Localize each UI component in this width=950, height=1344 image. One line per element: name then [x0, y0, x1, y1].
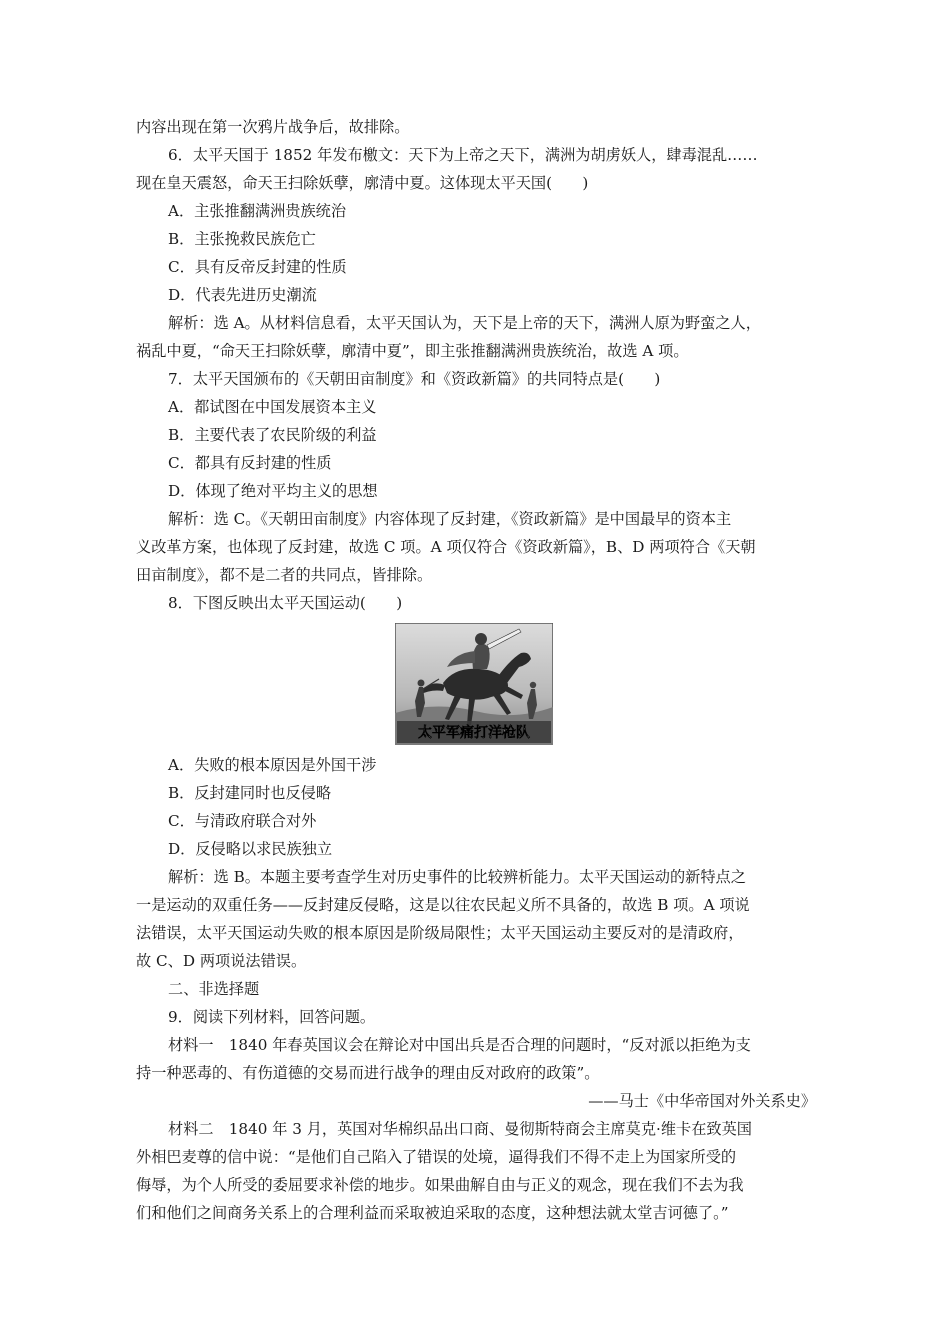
material-2-cont: 侮辱，为个人所受的委屈要求补偿的地步。如果曲解自由与正义的观念，现在我们不去为我	[136, 1176, 744, 1194]
illustration-svg	[395, 623, 553, 745]
question-6-option-c: C．具有反帝反封建的性质	[168, 258, 347, 276]
section-heading: 二、非选择题	[168, 980, 260, 998]
answer-7: 解析：选 C。《天朝田亩制度》内容体现了反封建，《资政新篇》是中国最早的资本主	[168, 510, 732, 528]
answer-8: 解析：选 B。本题主要考查学生对历史事件的比较辨析能力。太平天国运动的新特点之	[168, 868, 746, 886]
question-7-option-b: B．主要代表了农民阶级的利益	[168, 426, 377, 444]
answer-8-cont: 一是运动的双重任务——反封建反侵略，这是以往农民起义所不具备的，故选 B 项。A 项说	[136, 896, 750, 914]
answer-7-cont: 田亩制度》，都不是二者的共同点，皆排除。	[136, 566, 433, 584]
question-6-option-a: A．主张推翻满洲贵族统治	[168, 202, 347, 220]
question-9-stem: 9．阅读下列材料，回答问题。	[168, 1008, 376, 1026]
illustration-caption: 太平军痛打洋枪队	[418, 725, 530, 741]
answer-8-cont: 故 C、D 两项说法错误。	[136, 952, 307, 970]
material-1-source: ——马士《中华帝国对外关系史》	[588, 1092, 816, 1110]
answer-6-cont: 祸乱中夏，“命天王扫除妖孽，廓清中夏”，即主张推翻满洲贵族统治，故选 A 项。	[136, 342, 689, 360]
question-6-stem-cont: 现在皇天震怒，命天王扫除妖孽，廓清中夏。这体现太平天国( )	[136, 174, 589, 192]
answer-8-cont: 法错误，太平天国运动失败的根本原因是阶级局限性；太平天国运动主要反对的是清政府，	[136, 924, 744, 942]
material-2-cont: 们和他们之间商务关系上的合理利益而采取被迫采取的态度，这种想法就太堂吉诃德了。”	[136, 1204, 729, 1222]
question-6-option-d: D．代表先进历史潮流	[168, 286, 317, 304]
answer-7-cont: 义改革方案，也体现了反封建，故选 C 项。A 项仅符合《资政新篇》，B、D 两项符合《天朝	[136, 538, 756, 556]
text-line: 内容出现在第一次鸦片战争后，故排除。	[136, 118, 410, 136]
material-1-cont: 持一种恶毒的、有伤道德的交易而进行战争的理由反对政府的政策”。	[136, 1064, 600, 1082]
question-8-option-a: A．失败的根本原因是外国干涉	[168, 756, 377, 774]
material-2: 材料二 1840 年 3 月，英国对华棉织品出口商、曼彻斯特商会主席莫克·维卡在致英国	[168, 1120, 752, 1138]
question-6-stem: 6．太平天国于 1852 年发布檄文：天下为上帝之天下，满洲为胡虏妖人，肆毒混乱……	[168, 146, 758, 164]
question-8-stem: 8．下图反映出太平天国运动( )	[168, 594, 403, 612]
question-7-stem: 7．太平天国颁布的《天朝田亩制度》和《资政新篇》的共同特点是( )	[168, 370, 661, 388]
answer-6: 解析：选 A。从材料信息看，太平天国认为，天下是上帝的天下，满洲人原为野蛮之人，	[168, 314, 761, 332]
question-8-option-b: B．反封建同时也反侵略	[168, 784, 332, 802]
question-7-option-c: C．都具有反封建的性质	[168, 454, 332, 472]
question-6-option-b: B．主张挽救民族危亡	[168, 230, 316, 248]
question-8-option-c: C．与清政府联合对外	[168, 812, 317, 830]
taiping-battle-illustration	[395, 623, 553, 745]
document-page	[136, 113, 816, 1227]
question-8-option-d: D．反侵略以求民族独立	[168, 840, 333, 858]
question-7-option-d: D．体现了绝对平均主义的思想	[168, 482, 378, 500]
material-2-cont: 外相巴麦尊的信中说：“是他们自己陷入了错误的处境，逼得我们不得不走上为国家所受的	[136, 1148, 737, 1166]
question-7-option-a: A．都试图在中国发展资本主义	[168, 398, 377, 416]
material-1: 材料一 1840 年春英国议会在辩论对中国出兵是否合理的问题时，“反对派以拒绝为支	[168, 1036, 751, 1054]
